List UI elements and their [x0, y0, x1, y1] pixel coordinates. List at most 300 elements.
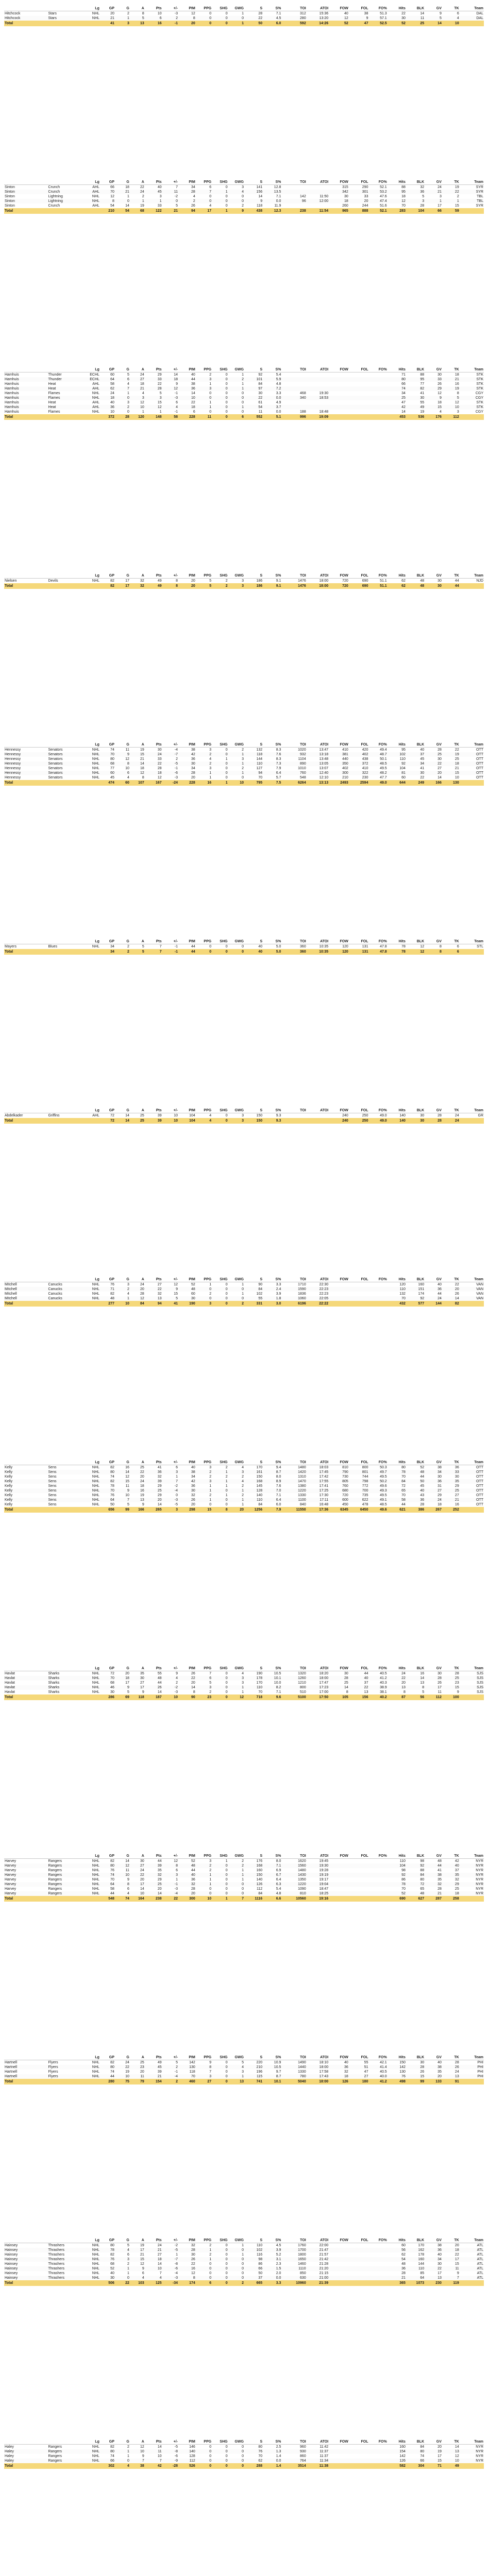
column-header[interactable]	[48, 1666, 85, 1671]
column-header[interactable]: Pts	[145, 2238, 162, 2243]
column-header[interactable]: TK	[442, 2055, 460, 2060]
player-cell[interactable]: Hennessy	[4, 771, 48, 775]
column-header[interactable]: S	[244, 1854, 263, 1859]
column-header[interactable]: Hits	[388, 1666, 406, 1671]
column-header[interactable]: G	[115, 1460, 130, 1465]
column-header[interactable]: GWG	[228, 1460, 244, 1465]
column-header[interactable]: +/-	[162, 2439, 178, 2445]
player-cell[interactable]: Harvey	[4, 1891, 48, 1896]
column-header[interactable]: FOW	[329, 2055, 349, 2060]
column-header[interactable]: Hits	[388, 573, 406, 579]
column-header[interactable]: Pts	[145, 742, 162, 748]
column-header[interactable]: Lg	[85, 1666, 100, 1671]
player-cell[interactable]: Havlat	[4, 1685, 48, 1690]
column-header[interactable]	[4, 367, 48, 372]
column-header[interactable]: G	[115, 742, 130, 748]
column-header[interactable]: ATOI	[307, 939, 329, 944]
column-header[interactable]: G	[115, 6, 130, 11]
player-cell[interactable]: Harvey	[5, 1859, 16, 1863]
column-header[interactable]: GV	[425, 1854, 442, 1859]
column-header[interactable]: FOW	[329, 2439, 349, 2445]
column-header[interactable]: S	[244, 1460, 263, 1465]
column-header[interactable]: TOI	[281, 1460, 306, 1465]
column-header[interactable]: Hits	[388, 742, 406, 748]
column-header[interactable]	[48, 2439, 85, 2445]
column-header[interactable]: A	[130, 573, 145, 579]
column-header[interactable]: PPG	[196, 1108, 212, 1113]
column-header[interactable]: GP	[100, 180, 115, 185]
column-header[interactable]: GWG	[228, 742, 244, 748]
column-header[interactable]: FOW	[329, 1460, 349, 1465]
column-header[interactable]: S%	[263, 1277, 281, 1282]
player-cell[interactable]: Mitchell	[5, 1292, 17, 1296]
column-header[interactable]: PPG	[196, 180, 212, 185]
column-header[interactable]	[4, 2439, 48, 2445]
player-cell[interactable]: Hennessy	[5, 748, 21, 752]
column-header[interactable]: GP	[100, 6, 115, 11]
column-header[interactable]: SHG	[212, 367, 228, 372]
player-cell[interactable]: Hitchcock	[5, 12, 21, 15]
column-header[interactable]: GP	[100, 1108, 115, 1113]
column-header[interactable]: G	[115, 1666, 130, 1671]
column-header[interactable]: +/-	[162, 367, 178, 372]
column-header[interactable]: +/-	[162, 6, 178, 11]
column-header[interactable]: PIM	[178, 2055, 196, 2060]
column-header[interactable]: Team	[460, 742, 484, 748]
column-header[interactable]: FO%	[368, 6, 387, 11]
player-cell[interactable]: Hartnell	[4, 2065, 48, 2070]
player-cell[interactable]: Hennessy	[5, 757, 21, 761]
column-header[interactable]: FO%	[368, 1108, 387, 1113]
column-header[interactable]: GV	[425, 1460, 442, 1465]
column-header[interactable]: Lg	[85, 180, 100, 185]
column-header[interactable]: S	[244, 2439, 263, 2445]
column-header[interactable]: S%	[263, 6, 281, 11]
column-header[interactable]: Team	[460, 1108, 484, 1113]
column-header[interactable]: A	[130, 180, 145, 185]
column-header[interactable]: BLK	[406, 939, 425, 944]
column-header[interactable]: Pts	[145, 2055, 162, 2060]
column-header[interactable]: ATOI	[307, 367, 329, 372]
column-header[interactable]: ATOI	[307, 6, 329, 11]
column-header[interactable]: Hits	[388, 939, 406, 944]
player-cell[interactable]: Hennessy	[4, 761, 48, 766]
column-header[interactable]: FOL	[349, 1460, 369, 1465]
column-header[interactable]: TOI	[281, 2439, 306, 2445]
column-header[interactable]: A	[130, 2439, 145, 2445]
column-header[interactable]	[48, 1277, 85, 1282]
column-header[interactable]: Lg	[85, 367, 100, 372]
column-header[interactable]: SHG	[212, 742, 228, 748]
player-cell[interactable]: Hainsey	[5, 2253, 18, 2257]
column-header[interactable]: TK	[442, 1666, 460, 1671]
column-header[interactable]: ATOI	[307, 742, 329, 748]
column-header[interactable]: GP	[100, 1666, 115, 1671]
column-header[interactable]: +/-	[162, 1460, 178, 1465]
column-header[interactable]: ATOI	[307, 1277, 329, 1282]
column-header[interactable]: G	[115, 1854, 130, 1859]
player-cell[interactable]: Hamhuis	[4, 377, 48, 382]
player-cell[interactable]: Hamhuis	[4, 405, 48, 410]
column-header[interactable]	[48, 1460, 85, 1465]
column-header[interactable]	[4, 180, 48, 185]
player-cell[interactable]: Hainsey	[4, 2257, 48, 2262]
player-cell[interactable]: Sinton	[4, 190, 48, 194]
column-header[interactable]: Lg	[85, 939, 100, 944]
column-header[interactable]: FOL	[349, 6, 369, 11]
column-header[interactable]: TK	[442, 742, 460, 748]
column-header[interactable]: GP	[100, 367, 115, 372]
player-cell[interactable]: Hamhuis	[5, 373, 19, 377]
column-header[interactable]: GV	[425, 1277, 442, 1282]
player-cell[interactable]: Haley	[4, 2459, 48, 2463]
column-header[interactable]: ATOI	[307, 1854, 329, 1859]
column-header[interactable]: TK	[442, 180, 460, 185]
column-header[interactable]	[48, 573, 85, 579]
column-header[interactable]: Hits	[388, 1460, 406, 1465]
column-header[interactable]: G	[115, 2439, 130, 2445]
column-header[interactable]: BLK	[406, 6, 425, 11]
player-cell[interactable]: Sinton	[4, 199, 48, 204]
column-header[interactable]: S%	[263, 742, 281, 748]
column-header[interactable]	[4, 1854, 48, 1859]
column-header[interactable]: Lg	[85, 2055, 100, 2060]
column-header[interactable]	[4, 939, 48, 944]
column-header[interactable]: FOL	[349, 367, 369, 372]
column-header[interactable]: GV	[425, 1108, 442, 1113]
column-header[interactable]: FOW	[329, 1666, 349, 1671]
column-header[interactable]: PPG	[196, 573, 212, 579]
column-header[interactable]: A	[130, 2238, 145, 2243]
column-header[interactable]: Team	[460, 2055, 484, 2060]
column-header[interactable]: GV	[425, 2238, 442, 2243]
column-header[interactable]: G	[115, 1277, 130, 1282]
column-header[interactable]: G	[115, 573, 130, 579]
column-header[interactable]: BLK	[406, 1108, 425, 1113]
column-header[interactable]: PPG	[196, 1854, 212, 1859]
column-header[interactable]: Pts	[145, 6, 162, 11]
column-header[interactable]: SHG	[212, 1108, 228, 1113]
column-header[interactable]: S%	[263, 367, 281, 372]
player-cell[interactable]: Hamhuis	[5, 401, 19, 404]
column-header[interactable]: TOI	[281, 742, 306, 748]
column-header[interactable]: ATOI	[307, 1108, 329, 1113]
column-header[interactable]: TK	[442, 939, 460, 944]
column-header[interactable]: Pts	[145, 573, 162, 579]
column-header[interactable]: Lg	[85, 6, 100, 11]
player-cell[interactable]: Hitchcock	[4, 16, 48, 21]
column-header[interactable]: FOW	[329, 6, 349, 11]
column-header[interactable]: PPG	[196, 1666, 212, 1671]
column-header[interactable]	[48, 939, 85, 944]
column-header[interactable]: Hits	[388, 2055, 406, 2060]
player-cell[interactable]: Mayers	[5, 945, 16, 948]
column-header[interactable]: PPG	[196, 1277, 212, 1282]
column-header[interactable]: FOL	[349, 1854, 369, 1859]
column-header[interactable]: Pts	[145, 2439, 162, 2445]
column-header[interactable]: TOI	[281, 2055, 306, 2060]
column-header[interactable]: +/-	[162, 742, 178, 748]
column-header[interactable]: S	[244, 2055, 263, 2060]
column-header[interactable]: FO%	[368, 1277, 387, 1282]
column-header[interactable]: GP	[100, 742, 115, 748]
column-header[interactable]: A	[130, 1460, 145, 1465]
column-header[interactable]: ATOI	[307, 180, 329, 185]
column-header[interactable]: Lg	[85, 1277, 100, 1282]
column-header[interactable]: FOW	[329, 2238, 349, 2243]
column-header[interactable]: PIM	[178, 939, 196, 944]
column-header[interactable]: FO%	[368, 1460, 387, 1465]
column-header[interactable]: Team	[460, 1460, 484, 1465]
column-header[interactable]: FO%	[368, 1666, 387, 1671]
column-header[interactable]	[48, 6, 85, 11]
column-header[interactable]: S	[244, 573, 263, 579]
column-header[interactable]: S%	[263, 1666, 281, 1671]
column-header[interactable]: BLK	[406, 1460, 425, 1465]
column-header[interactable]: TOI	[281, 2238, 306, 2243]
column-header[interactable]: S%	[263, 2439, 281, 2445]
column-header[interactable]: TOI	[281, 1854, 306, 1859]
column-header[interactable]: Team	[460, 6, 484, 11]
column-header[interactable]: PIM	[178, 1108, 196, 1113]
column-header[interactable]: BLK	[406, 2055, 425, 2060]
column-header[interactable]	[48, 1108, 85, 1113]
player-cell[interactable]: Mitchell	[5, 1283, 17, 1286]
column-header[interactable]: Lg	[85, 2439, 100, 2445]
column-header[interactable]: S	[244, 1666, 263, 1671]
player-cell[interactable]: Kelly	[4, 1479, 48, 1484]
column-header[interactable]: S	[244, 6, 263, 11]
column-header[interactable]: FOW	[329, 180, 349, 185]
column-header[interactable]: Pts	[145, 1460, 162, 1465]
column-header[interactable]: GV	[425, 180, 442, 185]
column-header[interactable]: Team	[460, 1277, 484, 1282]
column-header[interactable]: S	[244, 180, 263, 185]
column-header[interactable]: TK	[442, 1108, 460, 1113]
column-header[interactable]: Team	[460, 1666, 484, 1671]
player-cell[interactable]: Mitchell	[4, 1287, 48, 1292]
column-header[interactable]: Team	[460, 180, 484, 185]
player-cell[interactable]: Haley	[5, 2454, 14, 2458]
column-header[interactable]: A	[130, 1277, 145, 1282]
column-header[interactable]: +/-	[162, 1666, 178, 1671]
column-header[interactable]: GP	[100, 1460, 115, 1465]
column-header[interactable]: BLK	[406, 180, 425, 185]
column-header[interactable]: FO%	[368, 742, 387, 748]
column-header[interactable]: PPG	[196, 1460, 212, 1465]
column-header[interactable]: Pts	[145, 180, 162, 185]
column-header[interactable]: SHG	[212, 2055, 228, 2060]
column-header[interactable]: TOI	[281, 180, 306, 185]
column-header[interactable]: SHG	[212, 573, 228, 579]
column-header[interactable]	[48, 742, 85, 748]
player-cell[interactable]: Havlat	[5, 1690, 15, 1694]
column-header[interactable]: A	[130, 367, 145, 372]
column-header[interactable]: S	[244, 367, 263, 372]
player-cell[interactable]: Harvey	[4, 1873, 48, 1877]
player-cell[interactable]: Mitchell	[4, 1296, 48, 1301]
column-header[interactable]: FOL	[349, 2055, 369, 2060]
column-header[interactable]: S%	[263, 2238, 281, 2243]
column-header[interactable]: FOL	[349, 742, 369, 748]
player-cell[interactable]: Hamhuis	[5, 410, 19, 414]
column-header[interactable]: Team	[460, 1854, 484, 1859]
column-header[interactable]: BLK	[406, 1854, 425, 1859]
column-header[interactable]: GWG	[228, 2439, 244, 2445]
column-header[interactable]: ATOI	[307, 2238, 329, 2243]
column-header[interactable]: GWG	[228, 1666, 244, 1671]
column-header[interactable]: TOI	[281, 573, 306, 579]
column-header[interactable]: PIM	[178, 1460, 196, 1465]
column-header[interactable]: S	[244, 939, 263, 944]
column-header[interactable]: SHG	[212, 2439, 228, 2445]
column-header[interactable]: GWG	[228, 6, 244, 11]
player-cell[interactable]: Nielsen	[5, 579, 17, 583]
column-header[interactable]: FO%	[368, 939, 387, 944]
column-header[interactable]: FOL	[349, 1277, 369, 1282]
column-header[interactable]: S	[244, 1277, 263, 1282]
player-cell[interactable]: Harvey	[5, 1887, 16, 1891]
column-header[interactable]: A	[130, 742, 145, 748]
column-header[interactable]: GV	[425, 2055, 442, 2060]
player-cell[interactable]: Sinton	[5, 195, 15, 198]
column-header[interactable]: Hits	[388, 2439, 406, 2445]
player-cell[interactable]: Hainsey	[5, 2272, 18, 2275]
column-header[interactable]: TOI	[281, 1666, 306, 1671]
column-header[interactable]: PIM	[178, 367, 196, 372]
column-header[interactable]	[4, 1460, 48, 1465]
column-header[interactable]: GP	[100, 1854, 115, 1859]
column-header[interactable]: BLK	[406, 742, 425, 748]
column-header[interactable]: FO%	[368, 180, 387, 185]
column-header[interactable]	[4, 1108, 48, 1113]
column-header[interactable]: A	[130, 1854, 145, 1859]
player-cell[interactable]: Haley	[5, 2445, 14, 2449]
column-header[interactable]: TK	[442, 1277, 460, 1282]
column-header[interactable]: Hits	[388, 1854, 406, 1859]
column-header[interactable]: A	[130, 6, 145, 11]
column-header[interactable]	[4, 6, 48, 11]
column-header[interactable]: FOW	[329, 1277, 349, 1282]
column-header[interactable]: +/-	[162, 2055, 178, 2060]
column-header[interactable]: FOL	[349, 1666, 369, 1671]
column-header[interactable]: ATOI	[307, 1666, 329, 1671]
column-header[interactable]: Hits	[388, 367, 406, 372]
column-header[interactable]: S%	[263, 1108, 281, 1113]
column-header[interactable]: SHG	[212, 939, 228, 944]
column-header[interactable]: BLK	[406, 2439, 425, 2445]
column-header[interactable]: SHG	[212, 1277, 228, 1282]
column-header[interactable]: FOW	[329, 1854, 349, 1859]
column-header[interactable]: SHG	[212, 1460, 228, 1465]
column-header[interactable]: PIM	[178, 2439, 196, 2445]
column-header[interactable]: +/-	[162, 1854, 178, 1859]
column-header[interactable]: Lg	[85, 573, 100, 579]
column-header[interactable]: GV	[425, 367, 442, 372]
column-header[interactable]: FOW	[329, 367, 349, 372]
column-header[interactable]: TK	[442, 2439, 460, 2445]
column-header[interactable]	[48, 2055, 85, 2060]
column-header[interactable]: TK	[442, 2238, 460, 2243]
player-cell[interactable]: Hennessy	[4, 752, 48, 757]
column-header[interactable]: BLK	[406, 1277, 425, 1282]
column-header[interactable]: S	[244, 2238, 263, 2243]
column-header[interactable]: GWG	[228, 939, 244, 944]
column-header[interactable]: PIM	[178, 1666, 196, 1671]
column-header[interactable]: FOW	[329, 939, 349, 944]
column-header[interactable]: Pts	[145, 367, 162, 372]
column-header[interactable]: SHG	[212, 180, 228, 185]
column-header[interactable]: S%	[263, 2055, 281, 2060]
column-header[interactable]: S%	[263, 939, 281, 944]
player-cell[interactable]: Hartnell	[5, 2070, 18, 2074]
player-cell[interactable]: Hamhuis	[5, 382, 19, 386]
column-header[interactable]	[48, 2238, 85, 2243]
player-cell[interactable]: Kelly	[4, 1470, 48, 1475]
column-header[interactable]: +/-	[162, 573, 178, 579]
column-header[interactable]: Hits	[388, 1108, 406, 1113]
column-header[interactable]: Pts	[145, 1666, 162, 1671]
column-header[interactable]: TOI	[281, 6, 306, 11]
column-header[interactable]: FO%	[368, 1854, 387, 1859]
player-cell[interactable]: Kelly	[5, 1475, 13, 1479]
column-header[interactable]	[4, 742, 48, 748]
column-header[interactable]: FO%	[368, 573, 387, 579]
column-header[interactable]: Lg	[85, 1854, 100, 1859]
column-header[interactable]	[48, 1854, 85, 1859]
column-header[interactable]: SHG	[212, 2238, 228, 2243]
column-header[interactable]: BLK	[406, 367, 425, 372]
column-header[interactable]: SHG	[212, 1854, 228, 1859]
column-header[interactable]: PPG	[196, 6, 212, 11]
column-header[interactable]: Lg	[85, 742, 100, 748]
player-cell[interactable]: Hainsey	[5, 2262, 18, 2266]
column-header[interactable]: GP	[100, 573, 115, 579]
column-header[interactable]: GP	[100, 2439, 115, 2445]
player-cell[interactable]: Kelly	[5, 1484, 13, 1488]
column-header[interactable]: PIM	[178, 6, 196, 11]
column-header[interactable]: GWG	[228, 1854, 244, 1859]
column-header[interactable]: Hits	[388, 180, 406, 185]
player-cell[interactable]: Havlat	[5, 1672, 15, 1675]
column-header[interactable]: Hits	[388, 6, 406, 11]
column-header[interactable]: TK	[442, 6, 460, 11]
player-cell[interactable]: Kelly	[5, 1503, 13, 1506]
player-cell[interactable]: Hainsey	[5, 2244, 18, 2247]
column-header[interactable]: G	[115, 180, 130, 185]
column-header[interactable]: SHG	[212, 1666, 228, 1671]
column-header[interactable]: Pts	[145, 939, 162, 944]
column-header[interactable]: GWG	[228, 1277, 244, 1282]
column-header[interactable]: GP	[100, 1277, 115, 1282]
column-header[interactable]: PIM	[178, 742, 196, 748]
column-header[interactable]: GV	[425, 2439, 442, 2445]
player-cell[interactable]: Harvey	[4, 1882, 48, 1887]
column-header[interactable]: GP	[100, 2055, 115, 2060]
column-header[interactable]: A	[130, 1666, 145, 1671]
column-header[interactable]: SHG	[212, 6, 228, 11]
column-header[interactable]: TOI	[281, 1108, 306, 1113]
player-cell[interactable]: Sinton	[5, 185, 15, 189]
column-header[interactable]: PPG	[196, 2439, 212, 2445]
column-header[interactable]: Lg	[85, 1108, 100, 1113]
column-header[interactable]: FOW	[329, 573, 349, 579]
column-header[interactable]: FOL	[349, 1108, 369, 1113]
column-header[interactable]: Team	[460, 2238, 484, 2243]
column-header[interactable]	[4, 1666, 48, 1671]
column-header[interactable]: Pts	[145, 1277, 162, 1282]
player-cell[interactable]: Hainsey	[4, 2276, 48, 2280]
